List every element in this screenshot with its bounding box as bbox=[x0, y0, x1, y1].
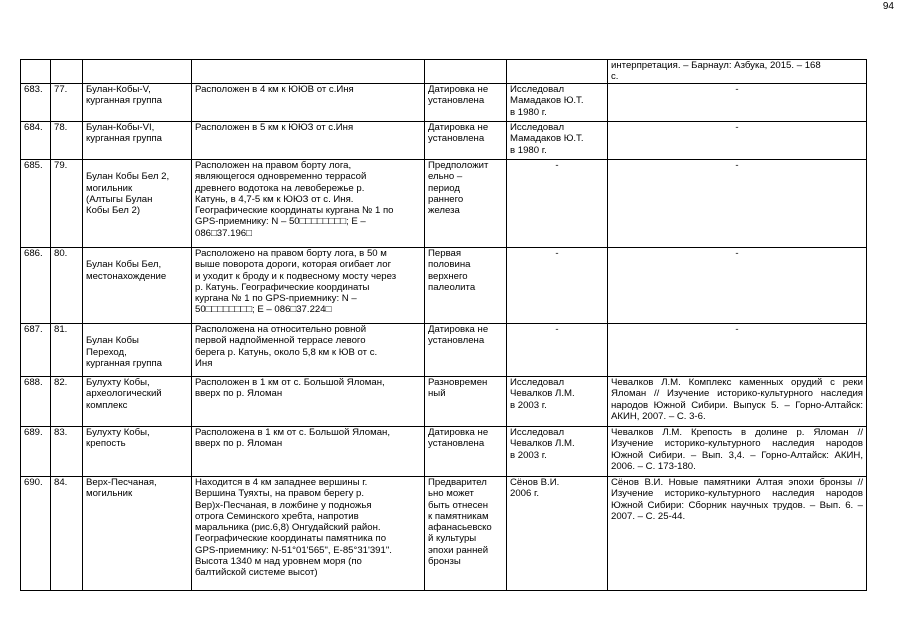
row-number-cell: 686. bbox=[21, 248, 51, 324]
table-row bbox=[21, 160, 867, 248]
location-cell bbox=[192, 60, 425, 84]
literature-cell: - bbox=[608, 84, 867, 122]
literature-cell: - bbox=[608, 160, 867, 248]
table-row bbox=[21, 377, 867, 427]
location-cell: Расположена на относительно ровной первой надпойменной террасе левого берега р. Катунь, около 5,8 км к ЮВ от с. Иня bbox=[192, 324, 425, 377]
monument-name-cell: Булан-Кобы-VI, курганная группа bbox=[83, 122, 192, 160]
row-number-cell bbox=[21, 60, 51, 84]
location-cell: Расположена в 1 км от с. Большой Яломан, вверх по р. Яломан bbox=[192, 427, 425, 477]
monument-name-cell: Булан Кобы Переход, курганная группа bbox=[83, 324, 192, 377]
literature-cell: Сёнов В.И. Новые памятники Алтая эпохи бронзы // Изучение историко-культурного наследия народов Южной Сибири: Сборник научных трудов. – Вып. 6. – 2007. – С. 25-44. bbox=[608, 477, 867, 591]
dating-cell: Предварител ьно может быть отнесен к памятникам афанасьевско й культуры эпохи ранней бронзы bbox=[425, 477, 507, 591]
subrow-number-cell: 80. bbox=[51, 248, 83, 324]
subrow-number-cell: 78. bbox=[51, 122, 83, 160]
location-cell: Расположен в 5 км к ЮЮЗ от с.Иня bbox=[192, 122, 425, 160]
literature-cell: Чевалков Л.М. Комплекс каменных орудий с реки Яломан // Изучение историко-культурного наследия народов Южной Сибири. Выпуск 5. – Горно-Алтайск: АКИН, 2007. – С. 3-6. bbox=[608, 377, 867, 427]
page-number: 94 bbox=[882, 1, 894, 12]
researcher-cell: Исследовал Мамадаков Ю.Т. в 1980 г. bbox=[507, 122, 608, 160]
subrow-number-cell: 84. bbox=[51, 477, 83, 591]
row-number-cell: 683. bbox=[21, 84, 51, 122]
researcher-cell: - bbox=[507, 160, 608, 248]
researcher-cell: Исследовал Мамадаков Ю.Т. в 1980 г. bbox=[507, 84, 608, 122]
location-cell: Расположен в 4 км к ЮЮВ от с.Иня bbox=[192, 84, 425, 122]
row-number-cell: 684. bbox=[21, 122, 51, 160]
monument-name-cell: Булухту Кобы, археологический комплекс bbox=[83, 377, 192, 427]
subrow-number-cell: 77. bbox=[51, 84, 83, 122]
row-number-cell: 685. bbox=[21, 160, 51, 248]
dating-cell: Датировка не установлена bbox=[425, 324, 507, 377]
monuments-table bbox=[20, 59, 867, 591]
dating-cell: Предположит ельно – период раннего железа bbox=[425, 160, 507, 248]
researcher-cell: Исследовал Чевалков Л.М. в 2003 г. bbox=[507, 427, 608, 477]
researcher-cell: - bbox=[507, 248, 608, 324]
dating-cell bbox=[425, 60, 507, 84]
dating-cell: Датировка не установлена bbox=[425, 122, 507, 160]
location-cell: Расположено на правом борту лога, в 50 м выше поворота дороги, которая огибает лог и уходит к броду и к подвесному мосту через р. Катунь. Географические координаты кургана № 1 по GPS-приемнику: N – 50□□□□□□□□; E – 086□37.224□ bbox=[192, 248, 425, 324]
row-number-cell: 688. bbox=[21, 377, 51, 427]
dating-cell: Датировка не установлена bbox=[425, 84, 507, 122]
monument-name-cell bbox=[83, 60, 192, 84]
subrow-number-cell: 79. bbox=[51, 160, 83, 248]
researcher-cell bbox=[507, 60, 608, 84]
location-cell: Находится в 4 км западнее вершины г. Вершина Туяхты, на правом берегу р. Вер)х-Песчаная, в ложбине у подножья отрога Семинского хребта, напротив маральника (рис.6,8) Онгудайский район. Географические координаты памятника по GPS-приемнику: N-51°01'565", E-85°31'391". Высота 1340 м над уровнем моря (по балтийской системе высот) bbox=[192, 477, 425, 591]
table-row bbox=[21, 477, 867, 591]
literature-cell: - bbox=[608, 324, 867, 377]
monument-name-cell: Булан Кобы Бел 2, могильник (Алтыгы Булан Кобы Бел 2) bbox=[83, 160, 192, 248]
literature-cell: - bbox=[608, 248, 867, 324]
location-cell: Расположен в 1 км от с. Большой Яломан, вверх по р. Яломан bbox=[192, 377, 425, 427]
dating-cell: Первая половина верхнего палеолита bbox=[425, 248, 507, 324]
literature-cell: интерпретация. – Барнаул: Азбука, 2015. – 168 с. bbox=[608, 60, 867, 84]
dating-cell: Разновремен ный bbox=[425, 377, 507, 427]
monument-name-cell: Булан Кобы Бел, местонахождение bbox=[83, 248, 192, 324]
table-row bbox=[21, 427, 867, 477]
subrow-number-cell: 82. bbox=[51, 377, 83, 427]
dating-cell: Датировка не установлена bbox=[425, 427, 507, 477]
location-cell: Расположен на правом борту лога, являющегося одновременно террасой древнего водотока на левобережье р. Катунь, в 4,7-5 км к ЮЮЗ от с. Иня. Географические координаты кургана № 1 по GPS-приемнику: N – 50□□□□□□□□; E – 086□37.196□ bbox=[192, 160, 425, 248]
row-number-cell: 689. bbox=[21, 427, 51, 477]
table-row bbox=[21, 324, 867, 377]
literature-cell: - bbox=[608, 122, 867, 160]
subrow-number-cell: 83. bbox=[51, 427, 83, 477]
researcher-cell: Исследовал Чевалков Л.М. в 2003 г. bbox=[507, 377, 608, 427]
table-row bbox=[21, 122, 867, 160]
researcher-cell: Сёнов В.И. 2006 г. bbox=[507, 477, 608, 591]
table-row bbox=[21, 60, 867, 84]
subrow-number-cell: 81. bbox=[51, 324, 83, 377]
monument-name-cell: Верх-Песчаная, могильник bbox=[83, 477, 192, 591]
literature-cell: Чевалков Л.М. Крепость в долине р. Яломан // Изучение историко-культурного наследия народов Южной Сибири. – Вып. 3,4. – Горно-Алтайск: АКИН, 2006. – С. 173-180. bbox=[608, 427, 867, 477]
researcher-cell: - bbox=[507, 324, 608, 377]
monument-name-cell: Булан-Кобы-V, курганная группа bbox=[83, 84, 192, 122]
row-number-cell: 687. bbox=[21, 324, 51, 377]
monument-name-cell: Булухту Кобы, крепость bbox=[83, 427, 192, 477]
table-row bbox=[21, 248, 867, 324]
table-row bbox=[21, 84, 867, 122]
row-number-cell: 690. bbox=[21, 477, 51, 591]
subrow-number-cell bbox=[51, 60, 83, 84]
